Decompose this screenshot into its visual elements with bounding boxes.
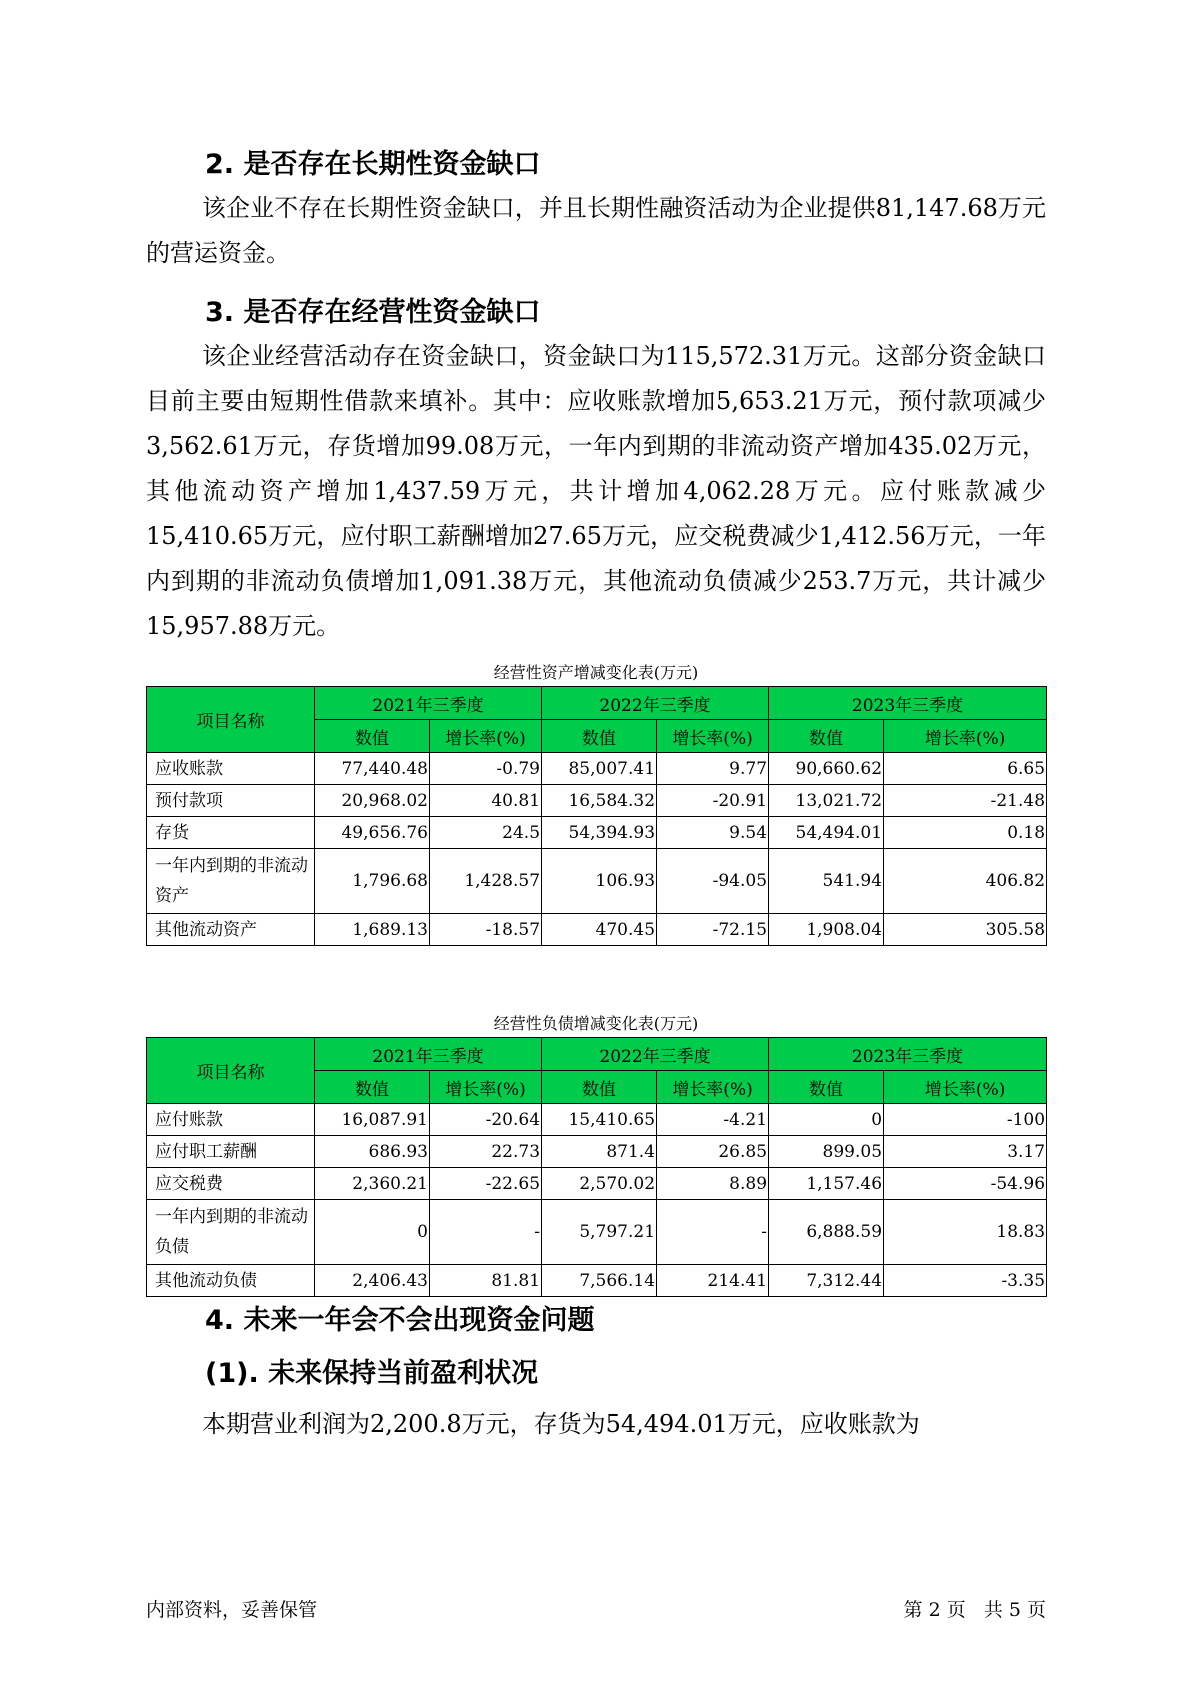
cell-value: 1,796.68 bbox=[315, 849, 430, 914]
section-4-1-heading: (1). 未来保持当前盈利状况 bbox=[205, 1358, 539, 1389]
section-4-1-paragraph: 本期营业利润为2,200.8万元，存货为54,494.01万元，应收账款为 bbox=[202, 1410, 920, 1438]
cell-value: 49,656.76 bbox=[315, 817, 430, 849]
cell-growth: 22.73 bbox=[430, 1136, 542, 1168]
table-row bbox=[147, 1136, 1047, 1168]
table-row bbox=[147, 817, 1047, 849]
table-row bbox=[147, 785, 1047, 817]
header-period-2023: 2023年三季度 bbox=[769, 1038, 1047, 1071]
table-row bbox=[147, 914, 1047, 946]
header-growth: 增长率(%) bbox=[430, 1071, 542, 1104]
cell-value: 85,007.41 bbox=[542, 753, 657, 785]
header-item-name: 项目名称 bbox=[147, 687, 315, 753]
cell-growth: 214.41 bbox=[657, 1265, 769, 1297]
cell-value: 5,797.21 bbox=[542, 1200, 657, 1265]
header-value: 数值 bbox=[769, 1071, 884, 1104]
cell-growth: -21.48 bbox=[884, 785, 1047, 817]
row-name: 应收账款 bbox=[147, 753, 315, 785]
table-row bbox=[147, 1200, 1047, 1265]
cell-growth: -3.35 bbox=[884, 1265, 1047, 1297]
cell-growth: 18.83 bbox=[884, 1200, 1047, 1265]
cell-growth: - bbox=[657, 1200, 769, 1265]
cell-growth: -20.64 bbox=[430, 1104, 542, 1136]
cell-value: 0 bbox=[769, 1104, 884, 1136]
cell-growth: 0.18 bbox=[884, 817, 1047, 849]
cell-growth: 24.5 bbox=[430, 817, 542, 849]
cell-value: 7,312.44 bbox=[769, 1265, 884, 1297]
row-name: 应付账款 bbox=[147, 1104, 315, 1136]
row-name: 一年内到期的非流动负债 bbox=[147, 1200, 315, 1265]
cell-growth: -22.65 bbox=[430, 1168, 542, 1200]
liabilities-change-table bbox=[146, 1037, 1047, 1297]
cell-growth: -20.91 bbox=[657, 785, 769, 817]
cell-value: 686.93 bbox=[315, 1136, 430, 1168]
row-name: 应交税费 bbox=[147, 1168, 315, 1200]
header-growth: 增长率(%) bbox=[884, 1071, 1047, 1104]
row-name: 其他流动负债 bbox=[147, 1265, 315, 1297]
cell-growth: 26.85 bbox=[657, 1136, 769, 1168]
footer-page-number: 第 2 页 共 5 页 bbox=[903, 1599, 1046, 1621]
cell-growth: - bbox=[430, 1200, 542, 1265]
header-period-2023: 2023年三季度 bbox=[769, 687, 1047, 720]
cell-value: 54,494.01 bbox=[769, 817, 884, 849]
section-3-heading: 3. 是否存在经营性资金缺口 bbox=[205, 297, 541, 328]
cell-value: 899.05 bbox=[769, 1136, 884, 1168]
cell-value: 106.93 bbox=[542, 849, 657, 914]
cell-value: 77,440.48 bbox=[315, 753, 430, 785]
row-name: 预付款项 bbox=[147, 785, 315, 817]
cell-growth: 9.77 bbox=[657, 753, 769, 785]
assets-table-caption: 经营性资产增减变化表(万元) bbox=[493, 663, 699, 682]
cell-value: 2,406.43 bbox=[315, 1265, 430, 1297]
cell-growth: -54.96 bbox=[884, 1168, 1047, 1200]
table-row bbox=[147, 1104, 1047, 1136]
table-row bbox=[147, 753, 1047, 785]
cell-growth: 406.82 bbox=[884, 849, 1047, 914]
cell-value: 16,584.32 bbox=[542, 785, 657, 817]
cell-growth: -18.57 bbox=[430, 914, 542, 946]
header-value: 数值 bbox=[542, 720, 657, 753]
cell-growth: 40.81 bbox=[430, 785, 542, 817]
cell-growth: -4.21 bbox=[657, 1104, 769, 1136]
cell-value: 6,888.59 bbox=[769, 1200, 884, 1265]
footer-confidential-note: 内部资料，妥善保管 bbox=[146, 1599, 318, 1621]
cell-growth: 305.58 bbox=[884, 914, 1047, 946]
header-growth: 增长率(%) bbox=[657, 720, 769, 753]
cell-growth: -100 bbox=[884, 1104, 1047, 1136]
section-3-paragraph: 该企业经营活动存在资金缺口，资金缺口为115,572.31万元。这部分资金缺口目前主要由短期性借款来填补。其中：应收账款增加5,653.21万元，预付款项减少3,562.61万元，存货增加99.08万元，一年内到期的非流动资产增加435.02万元，其他流动资产增加1,437.59万元，共计增加4,062.28万元。应付账款减少15,410.65万元，应付职工薪酬增加27.65万元，应交税费减少1,412.56万元，一年内到期的非流动负债增加1,091.38万元，其他流动负债减少253.7万元，共计减少15,957.88万元。 bbox=[146, 342, 1046, 640]
header-value: 数值 bbox=[769, 720, 884, 753]
header-period-2022: 2022年三季度 bbox=[542, 687, 769, 720]
cell-value: 90,660.62 bbox=[769, 753, 884, 785]
header-period-2021: 2021年三季度 bbox=[315, 1038, 542, 1071]
cell-growth: 3.17 bbox=[884, 1136, 1047, 1168]
cell-value: 0 bbox=[315, 1200, 430, 1265]
cell-growth: 8.89 bbox=[657, 1168, 769, 1200]
cell-value: 13,021.72 bbox=[769, 785, 884, 817]
cell-growth: -0.79 bbox=[430, 753, 542, 785]
row-name: 存货 bbox=[147, 817, 315, 849]
cell-value: 470.45 bbox=[542, 914, 657, 946]
table-row bbox=[147, 1265, 1047, 1297]
header-item-name: 项目名称 bbox=[147, 1038, 315, 1104]
cell-value: 1,157.46 bbox=[769, 1168, 884, 1200]
cell-value: 871.4 bbox=[542, 1136, 657, 1168]
cell-growth: 81.81 bbox=[430, 1265, 542, 1297]
cell-growth: 9.54 bbox=[657, 817, 769, 849]
cell-growth: -94.05 bbox=[657, 849, 769, 914]
cell-growth: -72.15 bbox=[657, 914, 769, 946]
section-2-paragraph: 该企业不存在长期性资金缺口，并且长期性融资活动为企业提供81,147.68万元的营运资金。 bbox=[146, 194, 1046, 267]
liabilities-table-caption: 经营性负债增减变化表(万元) bbox=[493, 1014, 699, 1033]
cell-value: 1,908.04 bbox=[769, 914, 884, 946]
row-name: 一年内到期的非流动资产 bbox=[147, 849, 315, 914]
header-value: 数值 bbox=[542, 1071, 657, 1104]
header-value: 数值 bbox=[315, 720, 430, 753]
cell-value: 54,394.93 bbox=[542, 817, 657, 849]
cell-value: 2,570.02 bbox=[542, 1168, 657, 1200]
header-growth: 增长率(%) bbox=[884, 720, 1047, 753]
cell-value: 20,968.02 bbox=[315, 785, 430, 817]
cell-value: 2,360.21 bbox=[315, 1168, 430, 1200]
header-value: 数值 bbox=[315, 1071, 430, 1104]
table-row bbox=[147, 1168, 1047, 1200]
section-2-heading: 2. 是否存在长期性资金缺口 bbox=[205, 149, 541, 180]
cell-value: 1,689.13 bbox=[315, 914, 430, 946]
cell-growth: 1,428.57 bbox=[430, 849, 542, 914]
cell-value: 541.94 bbox=[769, 849, 884, 914]
cell-value: 7,566.14 bbox=[542, 1265, 657, 1297]
cell-value: 16,087.91 bbox=[315, 1104, 430, 1136]
header-period-2021: 2021年三季度 bbox=[315, 687, 542, 720]
assets-change-table bbox=[146, 686, 1047, 946]
row-name: 其他流动资产 bbox=[147, 914, 315, 946]
row-name: 应付职工薪酬 bbox=[147, 1136, 315, 1168]
header-growth: 增长率(%) bbox=[657, 1071, 769, 1104]
cell-growth: 6.65 bbox=[884, 753, 1047, 785]
header-period-2022: 2022年三季度 bbox=[542, 1038, 769, 1071]
table-row bbox=[147, 849, 1047, 914]
section-4-heading: 4. 未来一年会不会出现资金问题 bbox=[205, 1305, 595, 1336]
header-growth: 增长率(%) bbox=[430, 720, 542, 753]
cell-value: 15,410.65 bbox=[542, 1104, 657, 1136]
